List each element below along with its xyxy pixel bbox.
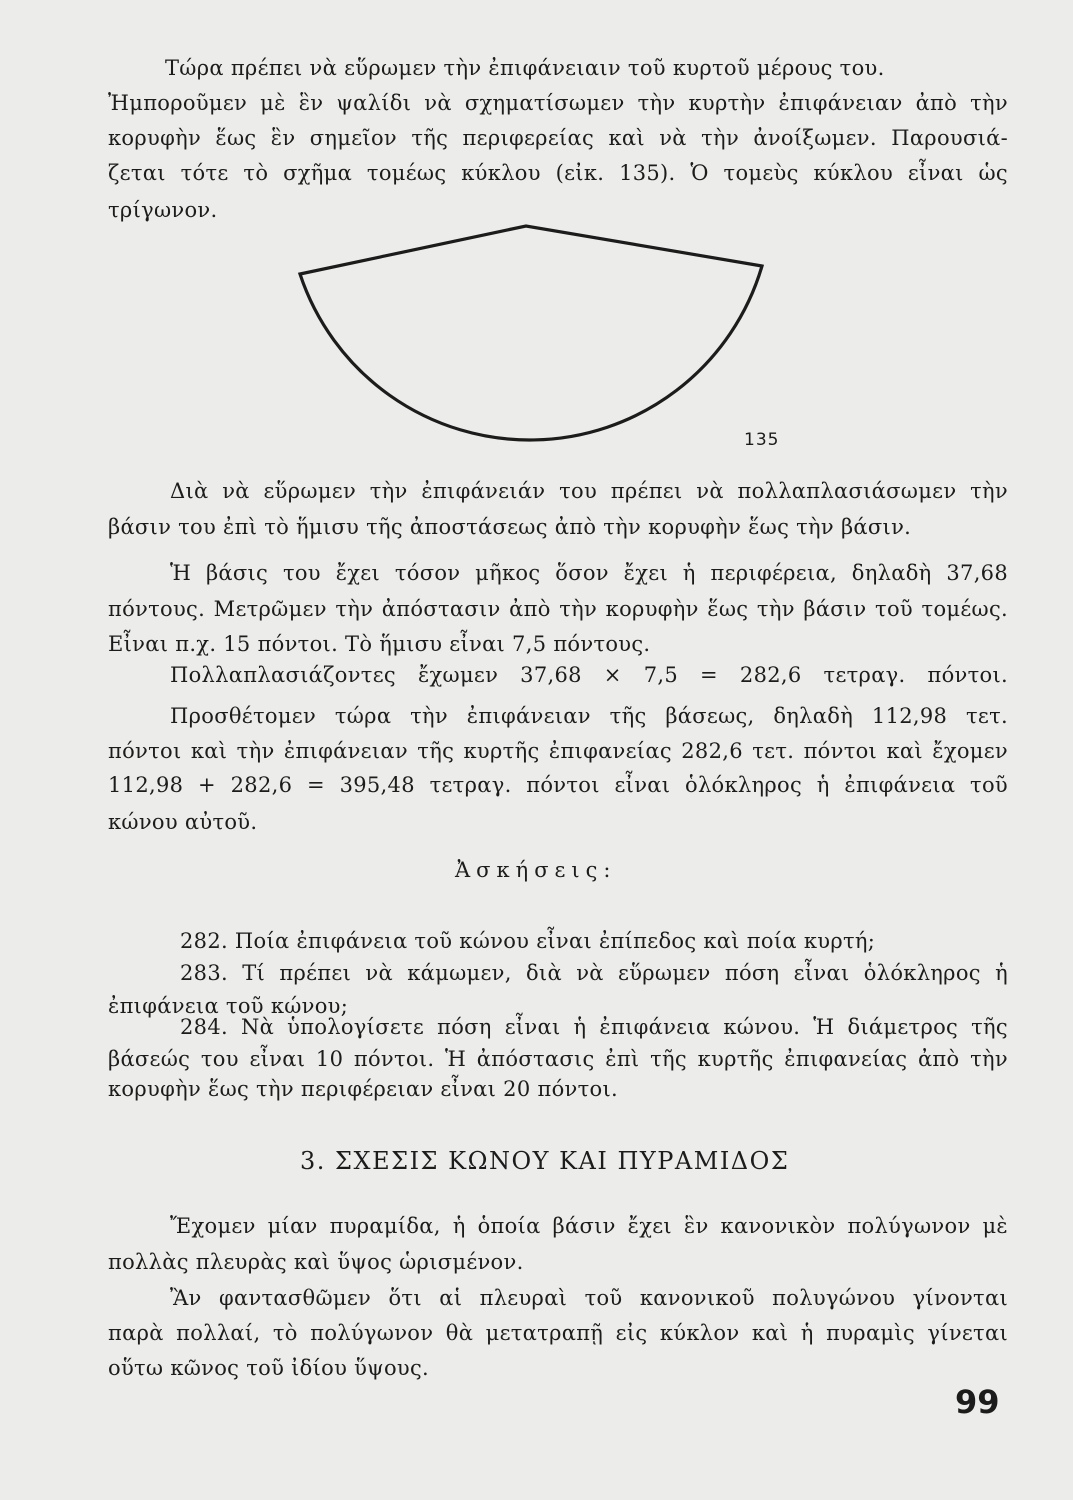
- section-line-1: Ἔχομεν μίαν πυραμίδα, ἡ ὁποία βάσιν ἔχει ἓν κανονικὸν πολύγωνον μὲ: [170, 1214, 1008, 1238]
- paragraph2-line-3: Ἡ βάσις του ἔχει τόσον μῆκος ὅσον ἔχει ἡ περιφέρεια, δηλαδὴ 37,68: [170, 561, 1008, 585]
- exercises-title: Ἀσκήσεις:: [455, 858, 617, 882]
- paragraph2-line-8: πόντοι καὶ τὴν ἐπιφάνειαν τῆς κυρτῆς ἐπιφανείας 282,6 τετ. πόντοι καὶ ἔχομεν: [108, 739, 1008, 763]
- paragraph2-line-2: βάσιν του ἐπὶ τὸ ἥμισυ τῆς ἀποστάσεως ἀπὸ τὴν κορυφὴν ἕως τὴν βάσιν.: [108, 515, 912, 539]
- section-line-4: παρὰ πολλαί, τὸ πολύγωνον θὰ μετατραπῇ εἰς κύκλον καὶ ἡ πυραμὶς γίνεται: [108, 1321, 1008, 1345]
- paragraph1-line-2: Ἠμποροῦμεν μὲ ἓν ψαλίδι νὰ σχηματίσωμεν τὴν κυρτὴν ἐπιφάνειαν ἀπὸ τὴν: [108, 91, 1008, 115]
- paragraph2-line-9: 112,98 + 282,6 = 395,48 τετραγ. πόντοι εἶναι ὁλόκληρος ἡ ἐπιφάνεια τοῦ: [108, 773, 1008, 797]
- section-line-5: οὕτω κῶνος τοῦ ἰδίου ὕψους.: [108, 1356, 429, 1380]
- paragraph1-line-4: ζεται τότε τὸ σχῆμα τομέως κύκλου (εἰκ. 135). Ὁ τομεὺς κύκλου εἶναι ὡς: [108, 161, 1008, 185]
- paragraph2-line-7: Προσθέτομεν τώρα τὴν ἐπιφάνειαν τῆς βάσεως, δηλαδὴ 112,98 τετ.: [170, 704, 1008, 728]
- paragraph2-line-6: Πολλαπλασιάζοντες ἔχωμεν 37,68 × 7,5 = 282,6 τετραγ. πόντοι.: [170, 663, 1008, 687]
- section-line-3: Ἂν φαντασθῶμεν ὅτι αἱ πλευραὶ τοῦ κανονικοῦ πολυγώνου γίνονται: [170, 1286, 1008, 1310]
- paragraph2-line-1: Διὰ νὰ εὕρωμεν τὴν ἐπιφάνειάν του πρέπει νὰ πολλαπλασιάσωμεν τὴν: [170, 479, 1008, 503]
- paragraph1-line-3: κορυφὴν ἕως ἓν σημεῖον τῆς περιφερείας καὶ νὰ τὴν ἀνοίξωμεν. Παρουσιά-: [108, 126, 1008, 150]
- paragraph1-line-1: Τώρα πρέπει νὰ εὕρωμεν τὴν ἐπιφάνειαιν τοῦ κυρτοῦ μέρους του.: [165, 56, 885, 80]
- exercise-283-line-1: 283. Τί πρέπει νὰ κάμωμεν, διὰ νὰ εὕρωμεν πόση εἶναι ὁλόκληρος ἡ: [180, 961, 1008, 985]
- exercise-283-line-2: ἐπιφάνεια τοῦ κώνου;: [108, 994, 349, 1018]
- exercise-284-line-2: βάσεώς του εἶναι 10 πόντοι. Ἡ ἀπόστασις ἐπὶ τῆς κυρτῆς ἐπιφανείας ἀπὸ τὴν: [108, 1047, 1008, 1071]
- figure-number: 135: [744, 430, 780, 450]
- exercise-284-line-3: κορυφὴν ἕως τὴν περιφέρειαν εἶναι 20 πόντοι.: [108, 1077, 618, 1101]
- page-number: 99: [955, 1383, 1000, 1421]
- exercise-282: 282. Ποία ἐπιφάνεια τοῦ κώνου εἶναι ἐπίπεδος καὶ ποία κυρτή;: [180, 929, 876, 953]
- section-heading: 3. ΣΧΕΣΙΣ ΚΩΝΟΥ ΚΑΙ ΠΥΡΑΜΙΔΟΣ: [300, 1147, 790, 1175]
- paragraph2-line-4: πόντους. Μετρῶμεν τὴν ἀπόστασιν ἀπὸ τὴν κορυφὴν ἕως τὴν βάσιν τοῦ τομέως.: [108, 597, 1008, 621]
- exercise-284-line-1: 284. Νὰ ὑπολογίσετε πόση εἶναι ἡ ἐπιφάνεια κώνου. Ἡ διάμετρος τῆς: [180, 1015, 1008, 1039]
- paragraph1-line-5: τρίγωνον.: [108, 198, 218, 222]
- paragraph2-line-10: κώνου αὐτοῦ.: [108, 810, 258, 834]
- sector-shape: [300, 226, 762, 440]
- sector-figure: [290, 222, 780, 472]
- section-line-2: πολλὰς πλευρὰς καὶ ὕψος ὡρισμένον.: [108, 1250, 524, 1274]
- paragraph2-line-5: Εἶναι π.χ. 15 πόντοι. Τὸ ἥμισυ εἶναι 7,5 πόντους.: [108, 632, 651, 656]
